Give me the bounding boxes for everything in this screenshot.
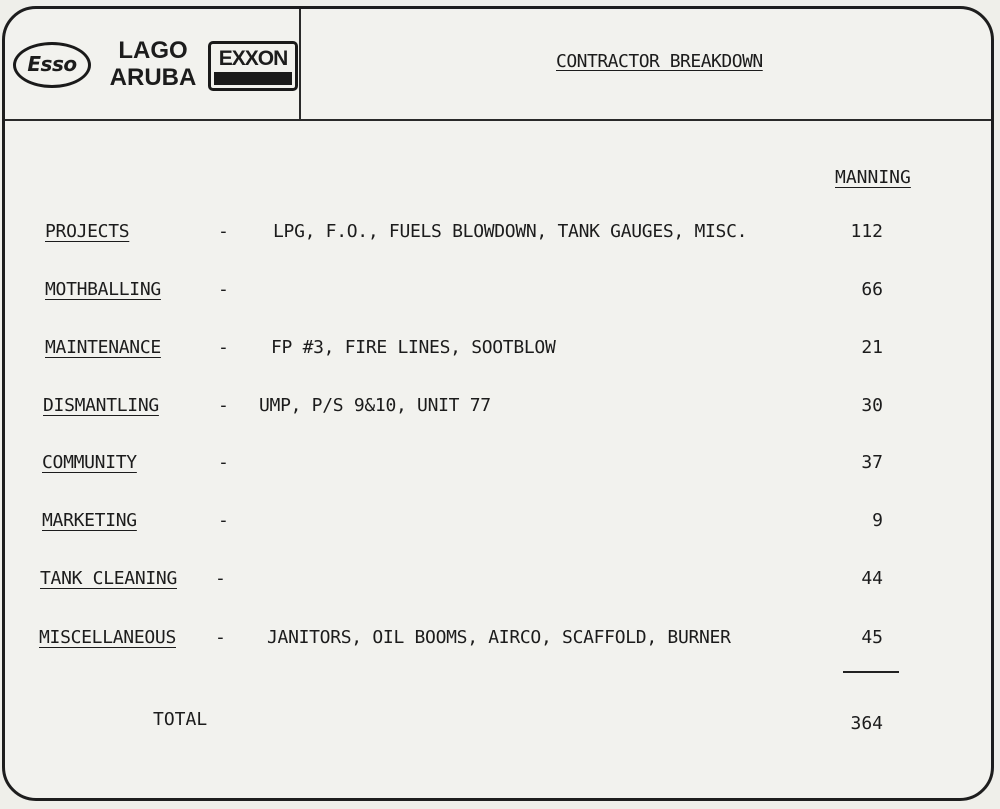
row-dash: - <box>215 627 226 648</box>
row-manning-value: 21 <box>861 337 883 358</box>
table-row <box>5 568 991 598</box>
row-manning-value: 9 <box>872 510 883 531</box>
row-manning-value: 44 <box>861 568 883 589</box>
esso-logo-text: Esso <box>27 52 77 76</box>
row-description: LPG, F.O., FUELS BLOWDOWN, TANK GAUGES, MISC. <box>273 221 748 242</box>
row-manning-value: 37 <box>861 452 883 473</box>
exxon-logo <box>208 41 298 91</box>
page-title: CONTRACTOR BREAKDOWN <box>556 51 763 72</box>
company-line-2: ARUBA <box>109 64 197 91</box>
row-category: DISMANTLING <box>43 395 159 416</box>
row-category: TANK CLEANING <box>40 568 177 589</box>
row-manning-value: 45 <box>861 627 883 648</box>
row-category: MISCELLANEOUS <box>39 627 176 648</box>
row-dash: - <box>218 510 229 531</box>
table-row <box>5 510 991 540</box>
row-category: COMMUNITY <box>42 452 137 473</box>
row-dash: - <box>218 221 229 242</box>
total-value: 364 <box>850 713 883 734</box>
row-manning-value: 66 <box>861 279 883 300</box>
manning-column-header: MANNING <box>835 167 911 188</box>
total-label: TOTAL <box>153 709 208 730</box>
exxon-logo-bar <box>214 72 292 85</box>
header <box>5 9 991 121</box>
row-category: MOTHBALLING <box>45 279 161 300</box>
row-dash: - <box>218 279 229 300</box>
table-row <box>5 337 991 367</box>
row-category: PROJECTS <box>45 221 130 242</box>
table-row <box>5 627 991 657</box>
row-category: MARKETING <box>42 510 137 531</box>
row-manning-value: 30 <box>861 395 883 416</box>
row-description: FP #3, FIRE LINES, SOOTBLOW <box>271 337 556 358</box>
row-dash: - <box>218 452 229 473</box>
lago-aruba-logo <box>103 37 203 91</box>
company-line-1: LAGO <box>118 37 188 64</box>
row-manning-value: 112 <box>850 221 883 242</box>
logo-area <box>5 9 301 119</box>
row-dash: - <box>218 337 229 358</box>
slide-frame <box>2 6 994 801</box>
row-dash: - <box>215 568 226 589</box>
table-row <box>5 395 991 425</box>
table-row <box>5 279 991 309</box>
row-dash: - <box>218 395 229 416</box>
esso-logo <box>13 42 91 88</box>
row-description: JANITORS, OIL BOOMS, AIRCO, SCAFFOLD, BURNER <box>267 627 731 648</box>
table-row <box>5 221 991 251</box>
exxon-logo-text: EXXON <box>218 47 288 70</box>
total-separator-line <box>843 671 899 673</box>
table-row <box>5 452 991 482</box>
row-description: UMP, P/S 9&10, UNIT 77 <box>259 395 491 416</box>
row-category: MAINTENANCE <box>45 337 161 358</box>
